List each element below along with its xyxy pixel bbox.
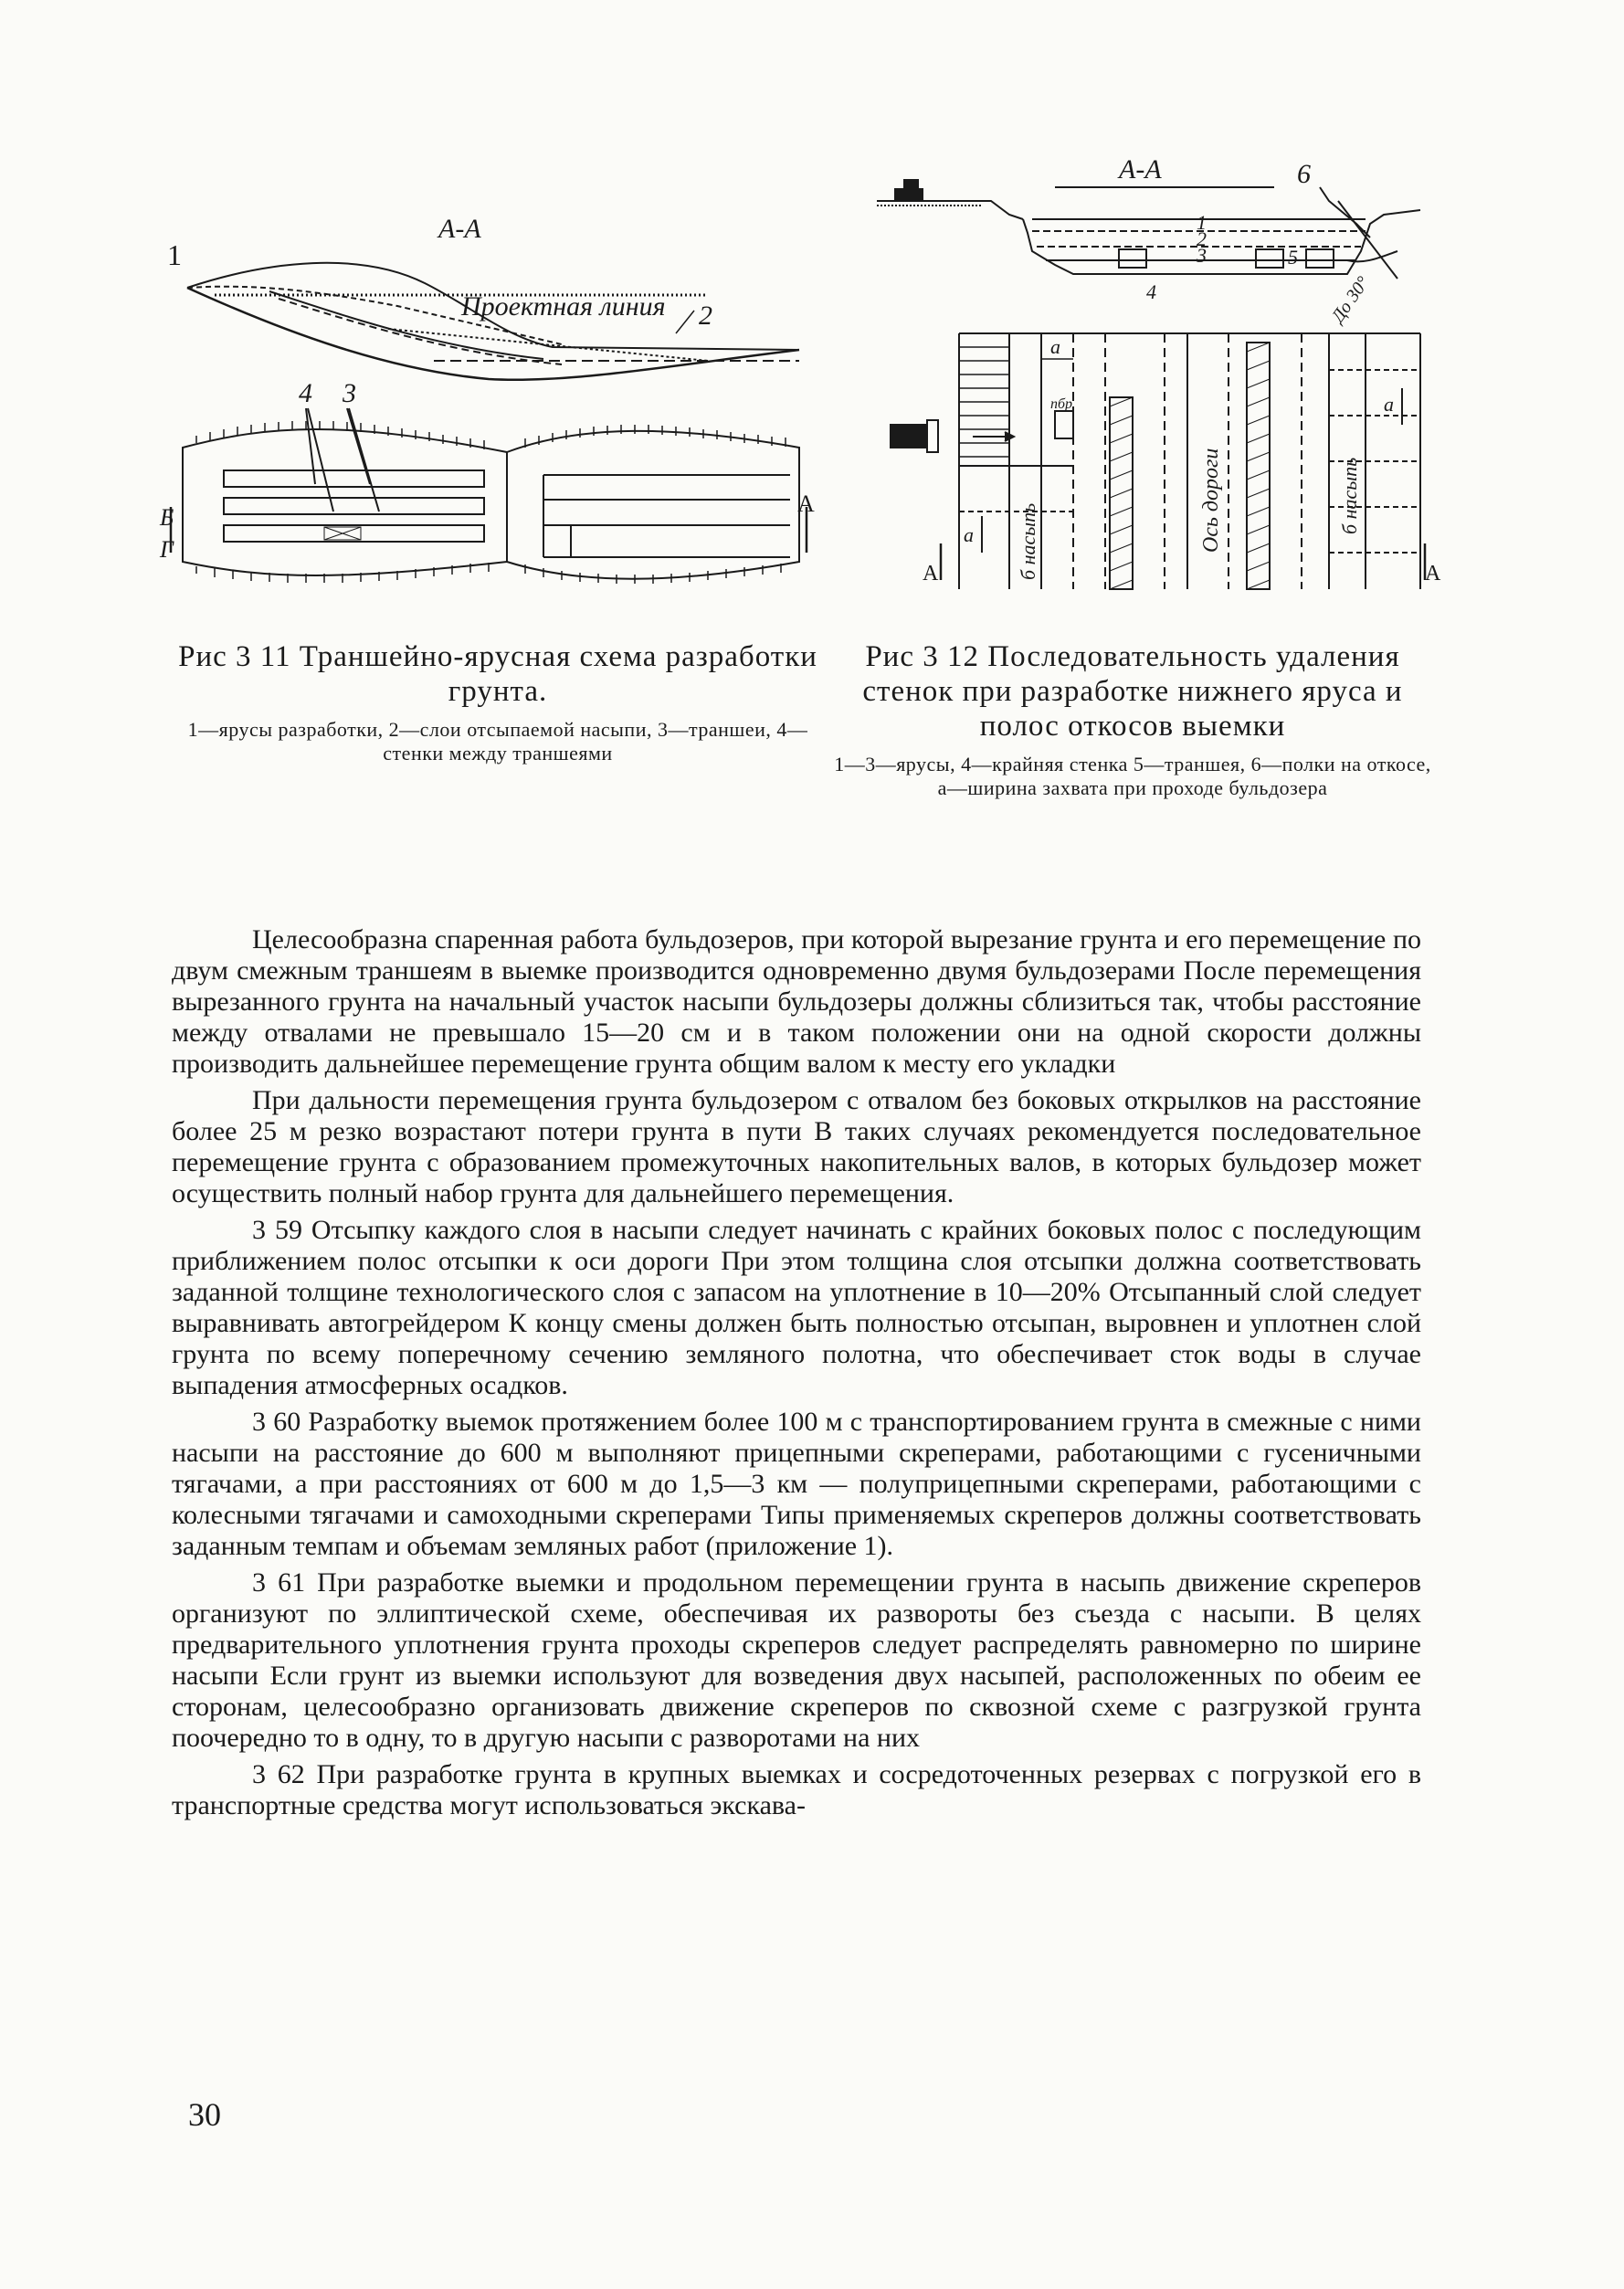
fig312-label-3: 3 [1197, 244, 1207, 267]
fig312-label-a3: а [964, 523, 974, 546]
fig312-label-a2: а [1384, 393, 1394, 416]
figure-3-12-caption-title: Рис 3 12 Последовательность удаления стенок при разработке нижнего яруса и полос откосов выемки [862, 640, 1403, 743]
figure-3-12-caption-legend-2: а—ширина захвата при проходе бульдозера [937, 776, 1328, 799]
fig311-label-1: 1 [167, 238, 182, 271]
fig311-label-left-mark2: Г [160, 536, 174, 563]
page-number: 30 [188, 2096, 221, 2133]
fig312-label-a: а [1050, 335, 1060, 358]
paragraph-3-61: 3 61 При разработке выемки и продольном перемещении грунта в насыпь движение скреперов организуют по эллиптической схеме, обеспечивая их развороты без съезда с насыпи. В целях предварительного уплотнения грунта проходы скреперов следует распределять равномерно по ширине насыпи Если грунт из выемки используют для возведения двух насыпей, расположенных по обеим ее сторонам, целесообразно организовать движение скреперов по сквозной схеме с разгрузкой грунта поочередно то в одну, то в другую насыпи с разворотами на них [172, 1567, 1421, 1753]
paragraph-2: При дальности перемещения грунта бульдозером с отвалом без боковых открылков на расстояние более 25 м резко возрастают потери грунта в пути В таких случаях рекомендуется последовательное перемещение грунта с образованием промежуточных накопительных валов, в которых бульдозер может осуществить полный набор грунта для дальнейшего перемещения. [172, 1085, 1421, 1208]
body-text [172, 924, 1421, 1827]
figure-3-11 [160, 196, 817, 626]
fig312-label-section: А-А [1119, 154, 1162, 185]
fig311-plan [171, 408, 807, 584]
fig312-label-2: 2 [1197, 227, 1207, 250]
fig312-label-ledge: пбр [1050, 396, 1073, 412]
paragraph-3-62: 3 62 При разработке грунта в крупных выемках и сосредоточенных резервах с погрузкой его в транспортные средства могут использоваться экскава- [172, 1759, 1421, 1820]
fig311-label-right-mark: А [797, 490, 815, 517]
fig311-label-2: 2 [699, 301, 712, 331]
fig311-label-4: 4 [299, 378, 312, 408]
fig312-label-A-right: А [1425, 562, 1441, 585]
fig312-label-embankment: б насыпь [1017, 502, 1039, 580]
figure-3-11-caption-legend: 1—ярусы разработки, 2—слои отсыпаемой насыпи, 3—траншеи, 4—стенки между траншеями [187, 718, 808, 765]
fig312-label-road-axis: Ось дороги [1199, 448, 1223, 553]
figure-3-12-caption [822, 639, 1443, 800]
fig311-label-section: А-А [438, 214, 481, 244]
fig312-label-1: 1 [1197, 211, 1207, 234]
fig312-label-6: 6 [1297, 159, 1311, 189]
paragraph-1: Целесообразна спаренная работа бульдозеров, при которой вырезание грунта и его перемещение по двум смежным траншеям в выемке производится одновременно двумя бульдозерами После перемещения вырезанного грунта на начальный участок насыпи бульдозеры должны сблизиться так, чтобы расстояние между отвалами не превышало 15—20 см и в таком положении они на одной скорости должны производить дальнейшее перемещение грунта общим валом к месту его укладки [172, 924, 1421, 1079]
fig312-label-5: 5 [1288, 246, 1298, 269]
fig312-label-4: 4 [1146, 280, 1156, 303]
paragraph-3-59: 3 59 Отсыпку каждого слоя в насыпи следует начинать с крайних боковых полос с последующим приближением полос отсыпки к оси дороги При этом толщина слоя отсыпки должна соответствовать заданной толщине технологического слоя с запасом на уплотнение в 10—20% Отсыпанный слой следует выравнивать автогрейдером К концу смены должен быть полностью отсыпан, выровнен и уплотнен слой грунта по всему поперечному сечению земляного полотна, что обеспечивает сток воды в случае выпадения атмосферных осадков. [172, 1215, 1421, 1400]
fig312-cross-section [877, 180, 1420, 279]
figure-3-12-caption-legend-1: 1—3—ярусы, 4—крайняя стенка 5—траншея, 6—полки на откосе, [834, 753, 1431, 775]
paragraph-3-60: 3 60 Разработку выемок протяжением более 100 м с транспортированием грунта в смежные с ними насыпи на расстояние до 600 м выполняют прицепными скреперами, работающими с гусеничными тягачами, а при расстояниях от 600 м до 1,5—3 км — полуприцепными скреперами, работающими с колесными тягачами и самоходными скреперами Типы применяемых скреперов должны соответствовать заданным темпам и объемам земляных работ (приложение 1). [172, 1407, 1421, 1561]
fig311-label-left-mark: Б [160, 504, 174, 531]
fig311-label-3: 3 [343, 378, 356, 408]
fig311-label-design-line: Проектная линия [461, 291, 666, 322]
figure-3-11-caption [169, 639, 827, 765]
figure-3-11-caption-title: Рис 3 11 Траншейно-ярусная схема разработки грунта. [178, 640, 817, 708]
fig312-label-A-left: А [923, 562, 939, 585]
fig312-label-slope: До 30° [1327, 272, 1374, 327]
figure-3-12 [872, 151, 1439, 607]
fig312-label-embankment2: б насыпь [1338, 457, 1361, 534]
